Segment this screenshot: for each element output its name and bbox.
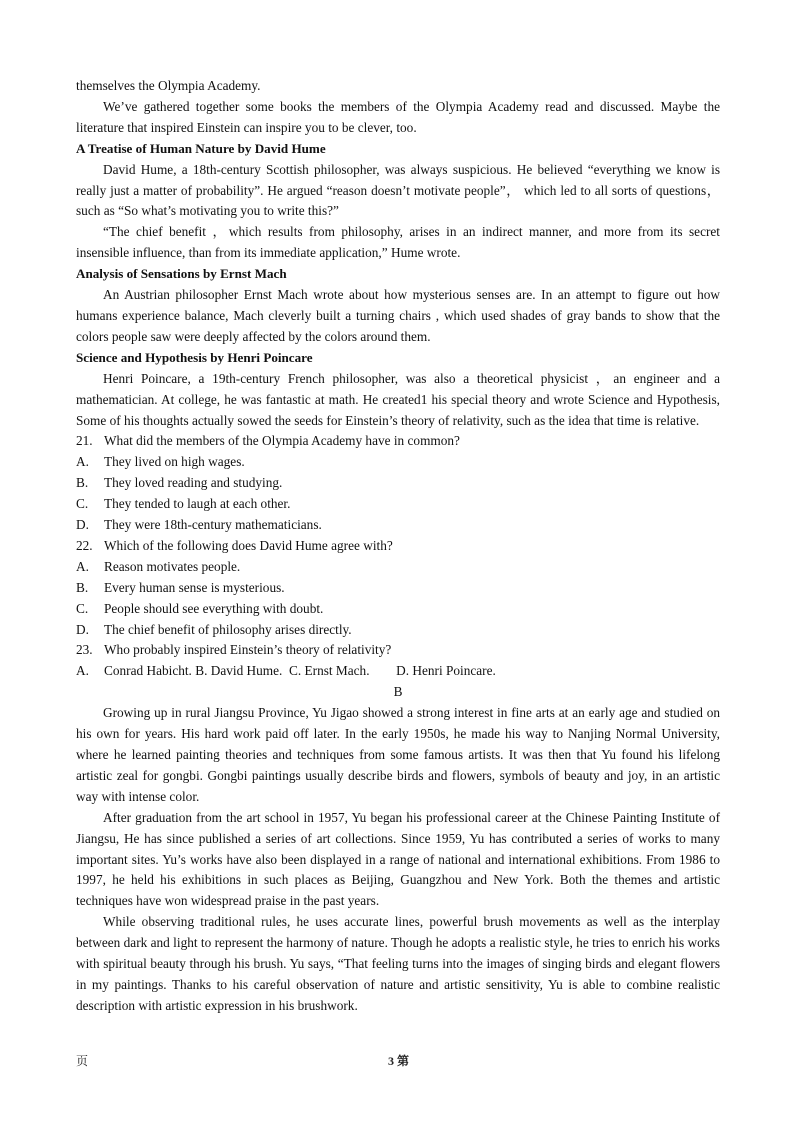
intro-paragraph: We’ve gathered together some books the members of the Olympia Academy read and discussed. Maybe the literature that inspired Einstein can inspire you to be clever, too. xyxy=(76,98,720,135)
option-text: They tended to laugh at each other. xyxy=(104,496,291,512)
options-23 xyxy=(76,661,720,682)
section-heading-hume: A Treatise of Human Nature by David Hume xyxy=(76,140,326,156)
question-number: 21. xyxy=(76,433,93,449)
question-text: What did the members of the Olympia Academy have in common? xyxy=(104,433,460,449)
option-21a xyxy=(76,452,720,473)
passage-b-paragraph-1: Growing up in rural Jiangsu Province, Yu Jigao showed a strong interest in fine arts at an early age and studied on his own for years. His hard work paid off later. In the early 1950s, he made his way to Nanjing Normal University, where he learned painting theories and techniques from some famous artists. It was then that Yu found his lifelong artistic zeal for gongbi. Gongbi paintings usually describe birds and flowers, symbols of beauty and joy, in an artistic way with intense color. xyxy=(76,705,720,804)
option-letter: D. xyxy=(76,621,89,637)
section-heading-mach: Analysis of Sensations by Ernst Mach xyxy=(76,266,287,282)
question-23 xyxy=(76,640,720,661)
option-text: Every human sense is mysterious. xyxy=(104,579,285,595)
poincare-paragraph: Henri Poincare, a 19th-century French philosopher, was also a theoretical physicist ，an engineer and a mathematician. At college, he was fantastic at math. He created1 his special theory and wrote Science and Hypothesis, Some of his thoughts actually sowed the seeds for Einstein’s theory of relativity, such as the idea that time is relative. xyxy=(76,370,720,428)
option-letter: A. xyxy=(76,558,89,574)
option-letter: A. xyxy=(76,454,89,470)
question-number: 22. xyxy=(76,537,93,553)
option-21d xyxy=(76,515,720,536)
question-text: Which of the following does David Hume agree with? xyxy=(104,537,393,553)
option-22b xyxy=(76,578,720,599)
option-letter: C. xyxy=(76,600,89,616)
question-number: 23. xyxy=(76,642,93,658)
page-footer xyxy=(76,1052,720,1072)
option-22d xyxy=(76,620,720,641)
question-list xyxy=(76,431,720,682)
document-page xyxy=(76,76,720,1017)
option-text: The chief benefit of philosophy arises directly. xyxy=(104,621,352,637)
question-text: Who probably inspired Einstein’s theory of relativity? xyxy=(104,642,392,658)
option-text: They were 18th-century mathematicians. xyxy=(104,517,322,533)
option-text: They loved reading and studying. xyxy=(104,475,283,491)
option-22c xyxy=(76,599,720,620)
option-21c xyxy=(76,494,720,515)
question-21 xyxy=(76,431,720,452)
option-21b xyxy=(76,473,720,494)
question-22 xyxy=(76,536,720,557)
section-heading-poincare: Science and Hypothesis by Henri Poincare xyxy=(76,349,313,365)
option-letter: B. xyxy=(76,579,89,595)
hume-paragraph-1: David Hume, a 18th-century Scottish philosopher, was always suspicious. He believed “everything we know is really just a matter of probability”. He argued “reason doesn’t motivate people”， which led to all sorts of questions， such as “So what’s motivating you to write this?” xyxy=(76,161,720,219)
option-letter: C. xyxy=(76,496,89,512)
option-22a xyxy=(76,557,720,578)
option-letter: A. xyxy=(76,663,89,679)
footer-left-text: 页 xyxy=(76,1054,89,1068)
hume-paragraph-2: “The chief benefit ，which results from philosophy, arises in an indirect manner, and more from its secret insensible influence, than from its immediate application,” Hume wrote. xyxy=(76,224,720,261)
option-text: People should see everything with doubt. xyxy=(104,600,324,616)
passage-b-label: B xyxy=(393,684,403,700)
passage-b-paragraph-3: While observing traditional rules, he uses accurate lines, powerful brush movements as well as the interplay between dark and light to represent the harmony of nature. Though he adopts a realistic style, he tries to enrich his works with spiritual beauty through his brush. Yu says, “That feeling turns into the images of singing birds and elegant flowers in my paintings. Thanks to his careful observation of nature and artistic sensitivity, Yu is able to combine realistic description with artistic expression in his brushwork. xyxy=(76,914,720,1013)
option-letter: B. xyxy=(76,475,89,491)
passage-b-paragraph-2: After graduation from the art school in 1957, Yu began his professional career at the Chinese Painting Institute of Jiangsu, He has since published a series of art collections. Since 1959, Yu has contributed a series of works to many important sites. Yu’s works have also been displayed in a range of national and international exhibitions. From 1986 to 1997, he held his exhibitions in such places as Beijing, Guangzhou and New York. Both the themes and artistic techniques have won widespread praise in the past years. xyxy=(76,809,720,909)
option-letter: D. xyxy=(76,517,89,533)
page-number: 3 第 xyxy=(388,1054,410,1068)
option-text: They lived on high wages. xyxy=(104,454,245,470)
intro-line: themselves the Olympia Academy. xyxy=(76,78,261,93)
mach-paragraph: An Austrian philosopher Ernst Mach wrote about how mysterious senses are. In an attempt to figure out how humans experience balance, Mach cleverly built a turning chairs , which used shades of gray bands to show that the colors people saw were deeply affected by the colors around them. xyxy=(76,287,720,344)
option-text: Reason motivates people. xyxy=(104,558,241,574)
option-text: Conrad Habicht. B. David Hume. C. Ernst Mach. D. Henri Poincare. xyxy=(104,663,496,679)
